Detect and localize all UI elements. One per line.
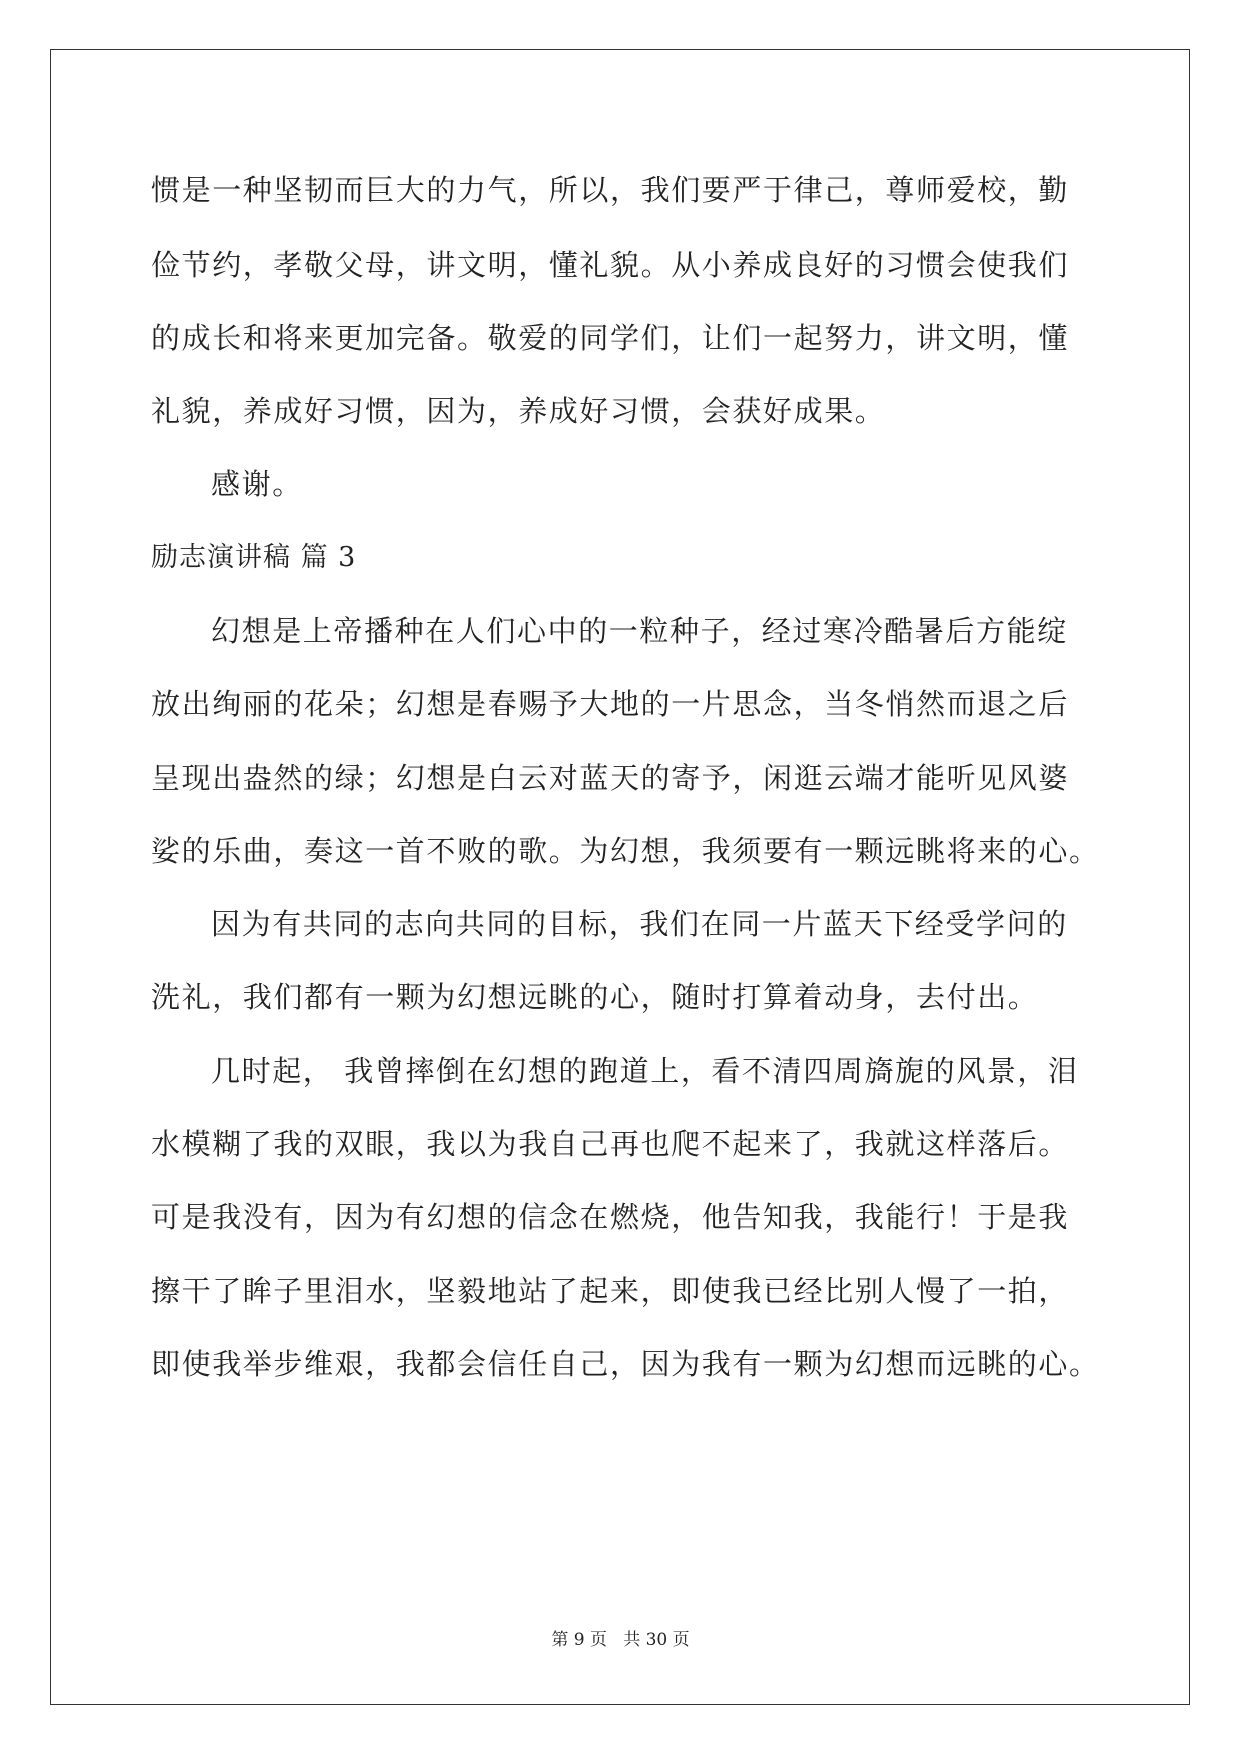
page-border bbox=[50, 49, 1190, 1705]
paragraph-line: 可是我没有，因为有幻想的信念在燃烧，他告知我，我能行！于是我 bbox=[151, 1200, 1070, 1234]
paragraph-line: 幻想是上帝播种在人们心中的一粒种子，经过寒冷酷暑后方能绽 bbox=[211, 614, 1068, 648]
paragraph-line: 娑的乐曲，奏这一首不败的歌。为幻想，我须要有一颗远眺将来的心。 bbox=[151, 834, 1100, 868]
paragraph-line: 因为有共同的志向共同的目标，我们在同一片蓝天下经受学问的 bbox=[211, 907, 1068, 941]
paragraph-line: 俭节约，孝敬父母，讲文明，懂礼貌。从小养成良好的习惯会使我们 bbox=[151, 248, 1070, 282]
paragraph-line: 水模糊了我的双眼，我以为我自己再也爬不起来了，我就这样落后。 bbox=[151, 1127, 1070, 1161]
paragraph-line: 呈现出盎然的绿；幻想是白云对蓝天的寄予，闲逛云端才能听见风婆 bbox=[151, 761, 1070, 795]
paragraph-line: 几时起， 我曾摔倒在幻想的跑道上，看不清四周旖旎的风景，泪 bbox=[211, 1054, 1079, 1088]
paragraph-line: 惯是一种坚韧而巨大的力气，所以，我们要严于律己，尊师爱校，勤 bbox=[151, 173, 1070, 207]
paragraph-line: 礼貌，养成好习惯，因为，养成好习惯，会获好成果。 bbox=[151, 394, 886, 428]
page-footer: 第 9 页 共 30 页 bbox=[551, 1630, 690, 1650]
section-heading: 励志演讲稿 篇 3 bbox=[151, 542, 357, 573]
closing-line: 感谢。 bbox=[211, 467, 303, 501]
paragraph-line: 洗礼，我们都有一颗为幻想远眺的心，随时打算着动身，去付出。 bbox=[151, 980, 1039, 1014]
paragraph-line: 即使我举步维艰，我都会信任自己，因为我有一颗为幻想而远眺的心。 bbox=[151, 1347, 1100, 1381]
paragraph-line: 的成长和将来更加完备。敬爱的同学们，让们一起努力，讲文明，懂 bbox=[151, 321, 1070, 355]
paragraph-line: 擦干了眸子里泪水，坚毅地站了起来，即使我已经比别人慢了一拍， bbox=[151, 1274, 1070, 1308]
paragraph-line: 放出绚丽的花朵；幻想是春赐予大地的一片思念，当冬悄然而退之后 bbox=[151, 687, 1070, 721]
